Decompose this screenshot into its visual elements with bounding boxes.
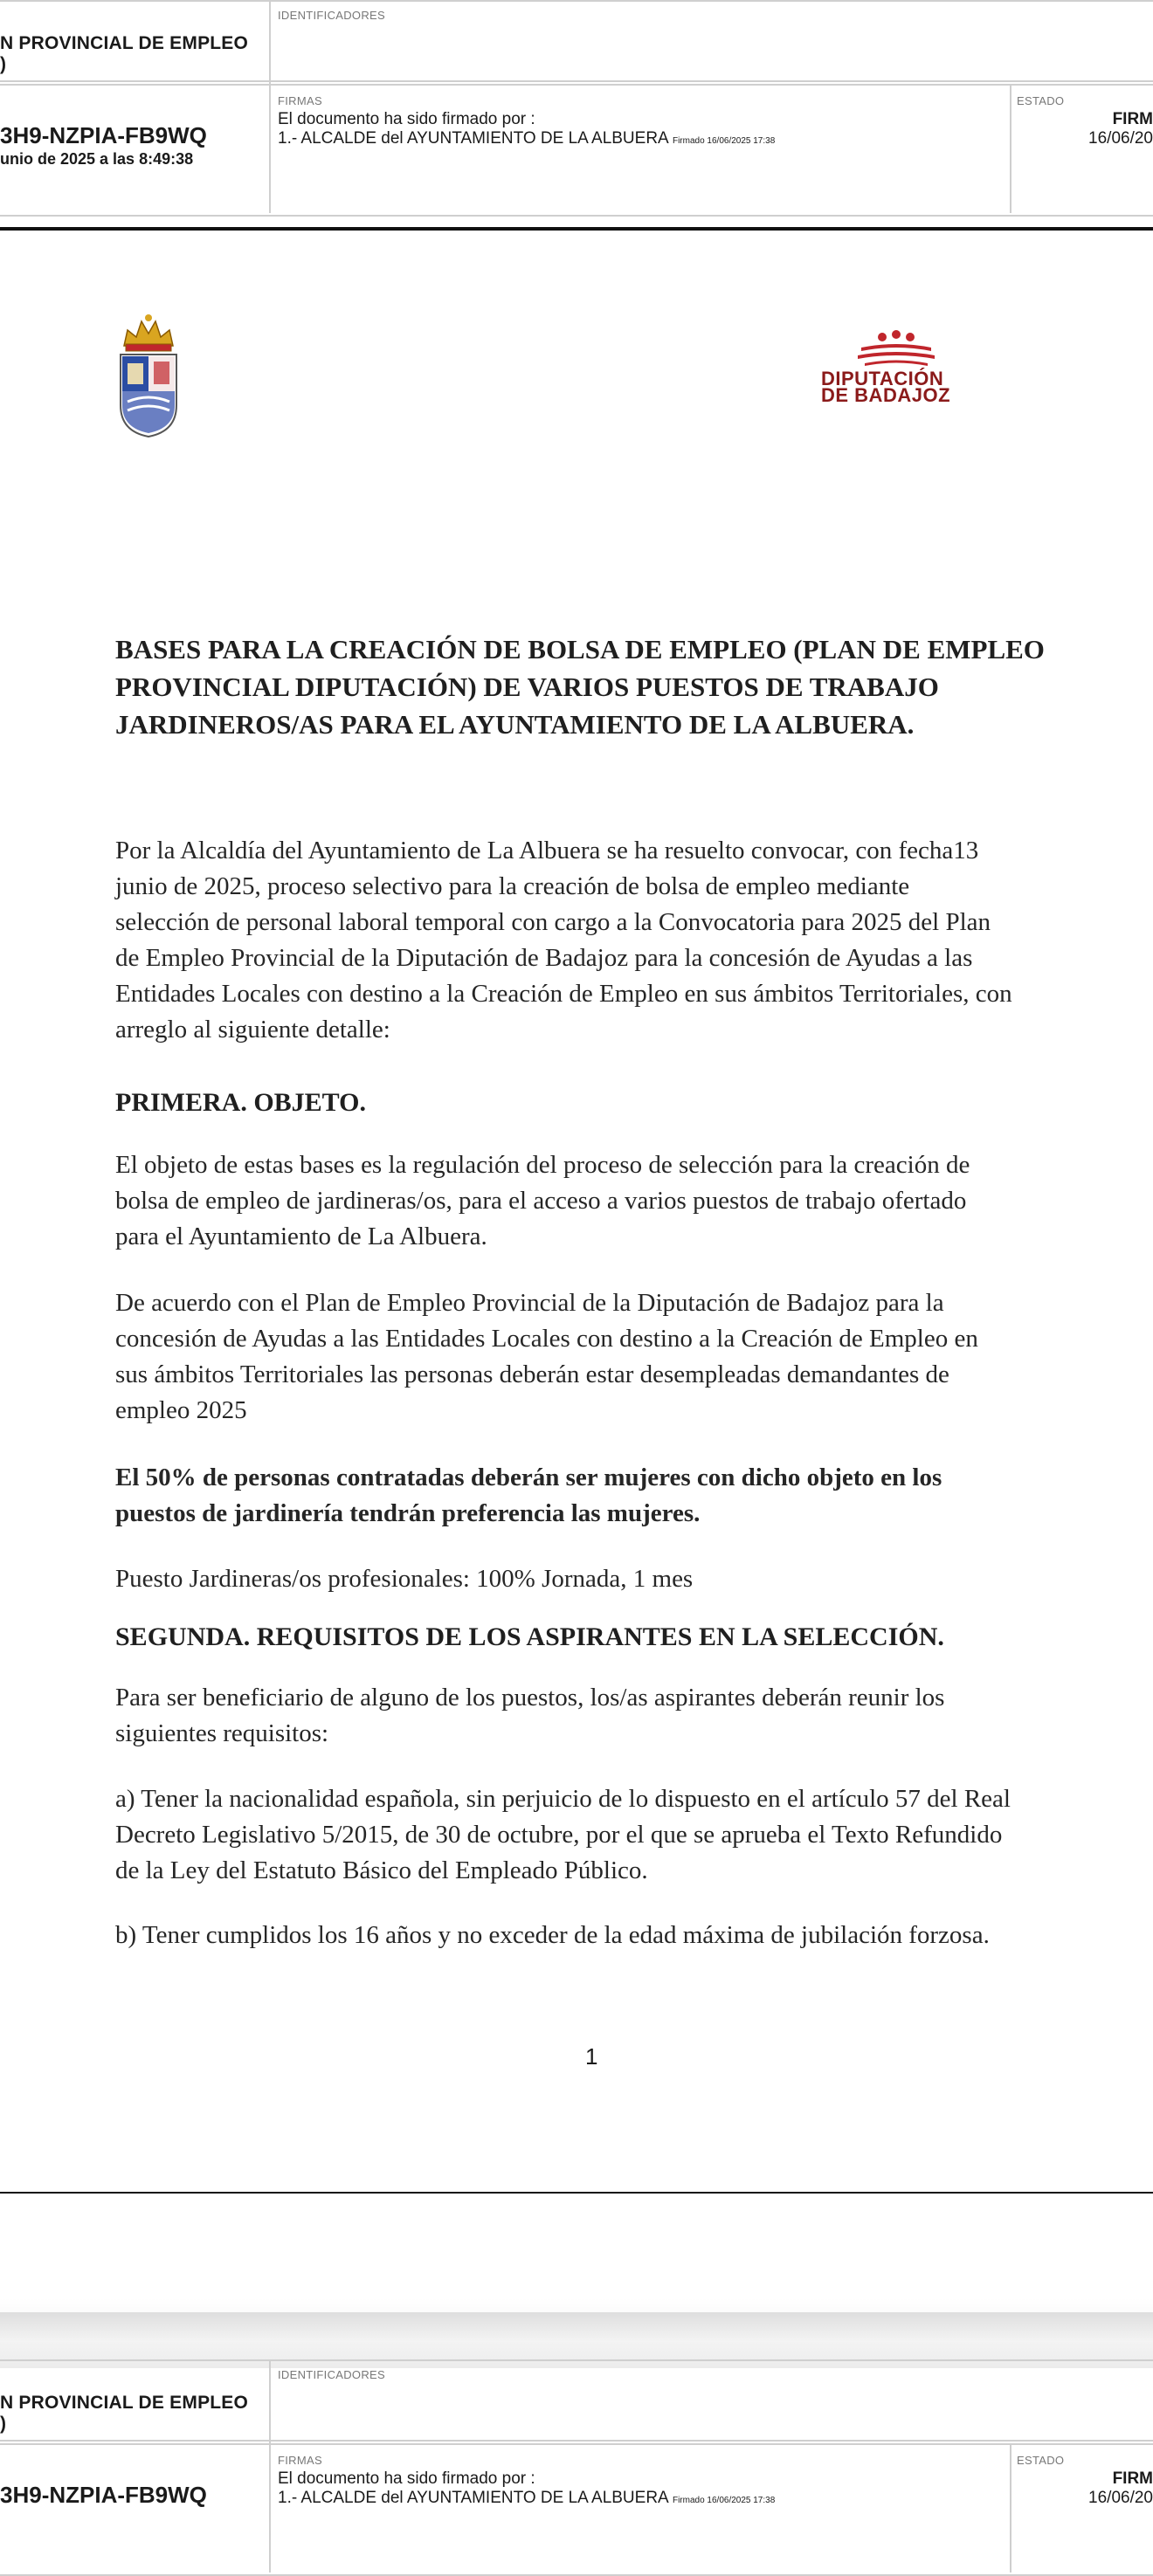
- puesto-line: Puesto Jardineras/os profesionales: 100% Jornada, 1 mes: [115, 1565, 694, 1593]
- coat-of-arms-logo: [112, 311, 185, 440]
- csv-code: 3H9-NZPIA-FB9WQ: [0, 122, 207, 148]
- text-line: De acuerdo con el Plan de Empleo Provincial de la Diputación de Badajoz para la: [115, 1289, 944, 1317]
- csv-date: unio de 2025 a las 8:49:38: [0, 150, 194, 168]
- text-line: de Empleo Provincial de la Diputación de Badajoz para la concesión de Ayudas a las: [115, 944, 973, 972]
- csv-code: 3H9-NZPIA-FB9WQ: [0, 2482, 207, 2508]
- text-line: siguientes requisitos:: [115, 1719, 329, 1747]
- diputacion-badajoz-logo: [818, 330, 975, 409]
- text-line: Por la Alcaldía del Ayuntamiento de La Albuera se ha resuelto convocar, con fecha13: [115, 837, 979, 864]
- signature-header-next: [0, 2359, 1153, 2576]
- document-title: [115, 630, 1067, 743]
- text-line: sus ámbitos Territoriales las personas deberán estar desempleadas demandantes de: [115, 1360, 949, 1388]
- firmas-caption: FIRMAS: [278, 2454, 322, 2467]
- sign-stamp: Firmado 16/06/2025 17:38: [672, 136, 776, 146]
- text-line: bolsa de empleo de jardineras/os, para el acceso a varios puestos de trabajo ofertado: [115, 1187, 967, 1215]
- header-title-cont: ): [0, 54, 6, 74]
- text-line: Entidades Locales con destino a la Creación de Empleo en sus ámbitos Territoriales, con: [115, 980, 1012, 1008]
- logo-text-line1: DIPUTACIÓN: [821, 368, 944, 389]
- section1-bold-note: [115, 1460, 1085, 1532]
- intro-paragraph: [115, 833, 1085, 1048]
- estado-caption: ESTADO: [1017, 94, 1065, 107]
- signature-header: [0, 0, 1153, 217]
- text-line: de la Ley del Estatuto Básico del Empleado Público.: [115, 1856, 648, 1884]
- text-line: empleo 2025: [115, 1396, 247, 1424]
- section2-paragraph1: [115, 1680, 1085, 1752]
- diputacion-emblem: [818, 330, 975, 368]
- text-line: puestos de jardinería tendrán preferencia las mujeres.: [115, 1499, 701, 1527]
- requirement-a: [115, 1781, 1085, 1889]
- signature-text: [278, 110, 775, 151]
- firmas-caption: FIRMAS: [278, 94, 322, 107]
- requirement-b: b) Tener cumplidos los 16 años y no exceder de la edad máxima de jubilación forzosa.: [115, 1921, 990, 1949]
- estado-date: 16/06/20: [1088, 2489, 1153, 2507]
- estado-date: 16/06/20: [1088, 129, 1153, 148]
- text-line: El 50% de personas contratadas deberán ser mujeres con dicho objeto en los: [115, 1464, 942, 1491]
- title-line: PROVINCIAL DIPUTACIÓN) DE VARIOS PUESTOS DE TRABAJO: [115, 672, 939, 702]
- section2-heading: SEGUNDA. REQUISITOS DE LOS ASPIRANTES EN LA SELECCIÓN.: [115, 1622, 944, 1651]
- title-line: JARDINEROS/AS PARA EL AYUNTAMIENTO DE LA ALBUERA.: [115, 709, 915, 740]
- sign-stamp: Firmado 16/06/2025 17:38: [672, 2496, 776, 2505]
- page-separator: [0, 2312, 1153, 2342]
- text-line: concesión de Ayudas a las Entidades Locales con destino a la Creación de Empleo en: [115, 1325, 978, 1353]
- section1-heading: PRIMERA. OBJETO.: [115, 1088, 366, 1117]
- text-line: selección de personal laboral temporal con cargo a la Convocatoria para 2025 del Plan: [115, 908, 991, 936]
- text-line: junio de 2025, proceso selectivo para la creación de bolsa de empleo mediante: [115, 872, 910, 900]
- text-line: Decreto Legislativo 5/2015, de 30 de octubre, por el que se aprueba el Texto Refundido: [115, 1821, 1003, 1849]
- sign-line1: El documento ha sido firmado por :: [278, 2469, 535, 2488]
- title-line: BASES PARA LA CREACIÓN DE BOLSA DE EMPLEO (PLAN DE EMPLEO: [115, 634, 1045, 665]
- estado-value: FIRM: [1112, 2469, 1153, 2488]
- identificadores-caption: IDENTIFICADORES: [278, 2368, 385, 2381]
- text-line: arreglo al siguiente detalle:: [115, 1016, 390, 1043]
- sign-line1: El documento ha sido firmado por :: [278, 110, 535, 128]
- header-title-cont: ): [0, 2414, 6, 2434]
- text-line: El objeto de estas bases es la regulación del proceso de selección para la creación de: [115, 1151, 970, 1179]
- header-title: N PROVINCIAL DE EMPLEO: [0, 33, 249, 53]
- text-line: para el Ayuntamiento de La Albuera.: [115, 1223, 487, 1250]
- text-line: Para ser beneficiario de alguno de los puestos, los/as aspirantes deberán reunir los: [115, 1684, 945, 1712]
- page-number: 1: [585, 2043, 598, 2070]
- page-gap: [0, 2194, 1153, 2368]
- logo-text-line2: DE BADAJOZ: [821, 384, 951, 406]
- sign-line2: 1.- ALCALDE del AYUNTAMIENTO DE LA ALBUERA: [278, 2489, 668, 2507]
- section1-paragraph2: [115, 1285, 1085, 1429]
- identificadores-caption: IDENTIFICADORES: [278, 9, 385, 22]
- header-title: N PROVINCIAL DE EMPLEO: [0, 2393, 249, 2413]
- sign-line2: 1.- ALCALDE del AYUNTAMIENTO DE LA ALBUERA: [278, 129, 668, 148]
- estado-caption: ESTADO: [1017, 2454, 1065, 2467]
- estado-value: FIRM: [1112, 110, 1153, 128]
- section1-paragraph1: [115, 1147, 1085, 1255]
- text-line: a) Tener la nacionalidad española, sin perjuicio de lo dispuesto en el artículo 57 del Real: [115, 1785, 1011, 1813]
- page-top-border: [0, 227, 1153, 231]
